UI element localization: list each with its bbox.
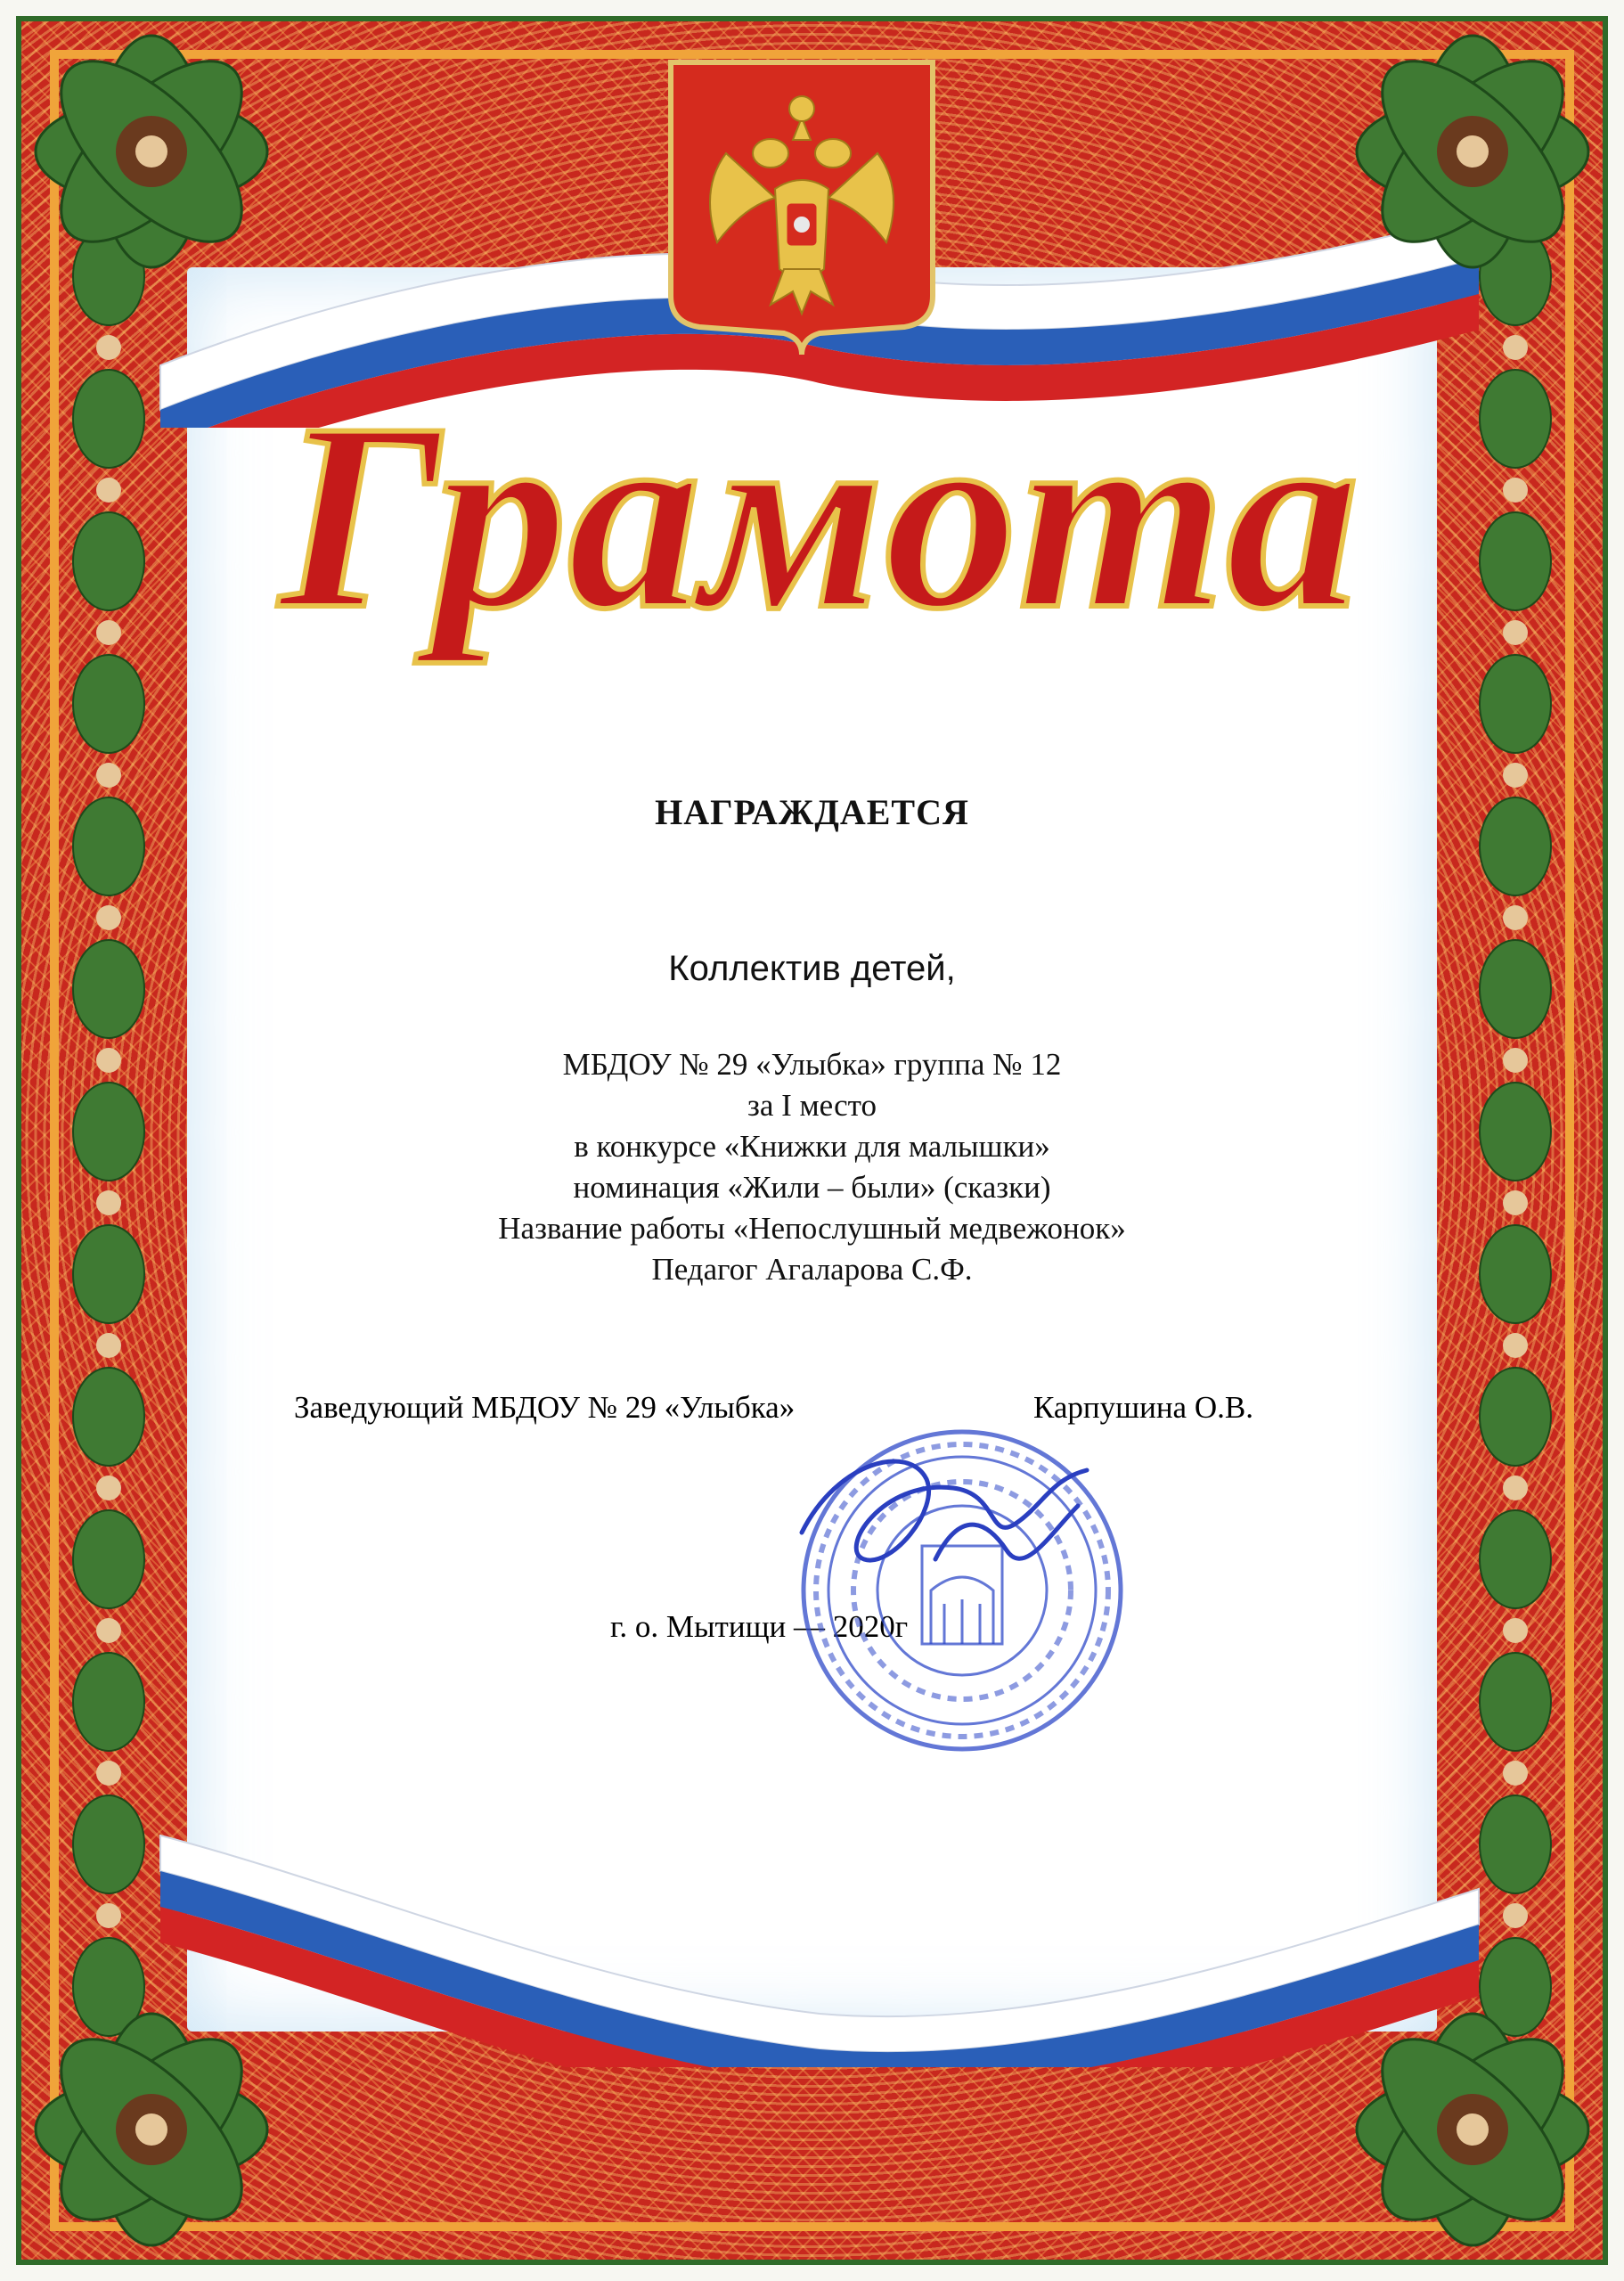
corner-ornament-top-left [18, 18, 285, 285]
signatory-role: Заведующий МБДОУ № 29 «Улыбка» [294, 1390, 796, 1425]
detail-line-work-title: Название работы «Непослушный медвежонок» [498, 1211, 1126, 1246]
awarded-heading: НАГРАЖДАЕТСЯ [655, 792, 969, 832]
certificate-title [241, 321, 1399, 695]
detail-line-place: за I место [747, 1088, 877, 1123]
corner-ornament-bottom-left [18, 1996, 285, 2263]
title-text: Грамота [280, 368, 1359, 664]
detail-line-nomination: номинация «Жили – были» (сказки) [573, 1170, 1051, 1205]
corner-ornament-bottom-right [1339, 1996, 1606, 2263]
detail-line-contest: в конкурсе «Книжки для малышки» [574, 1129, 1050, 1164]
double-headed-eagle-icon [664, 55, 940, 358]
signatory-name: Карпушина О.В. [1033, 1390, 1253, 1425]
award-details [0, 1044, 1624, 1290]
corner-ornament-top-right [1339, 18, 1606, 285]
handwritten-signature [784, 1426, 1105, 1631]
recipient-line: Коллектив детей, [668, 949, 956, 988]
detail-line-institution: МБДОУ № 29 «Улыбка» группа № 12 [562, 1047, 1062, 1082]
bottom-flag-ribbon [143, 1782, 1497, 2067]
detail-line-teacher: Педагог Агаларова С.Ф. [651, 1252, 973, 1287]
place-date: г. о. Мытищи — 2020г [610, 1609, 909, 1644]
